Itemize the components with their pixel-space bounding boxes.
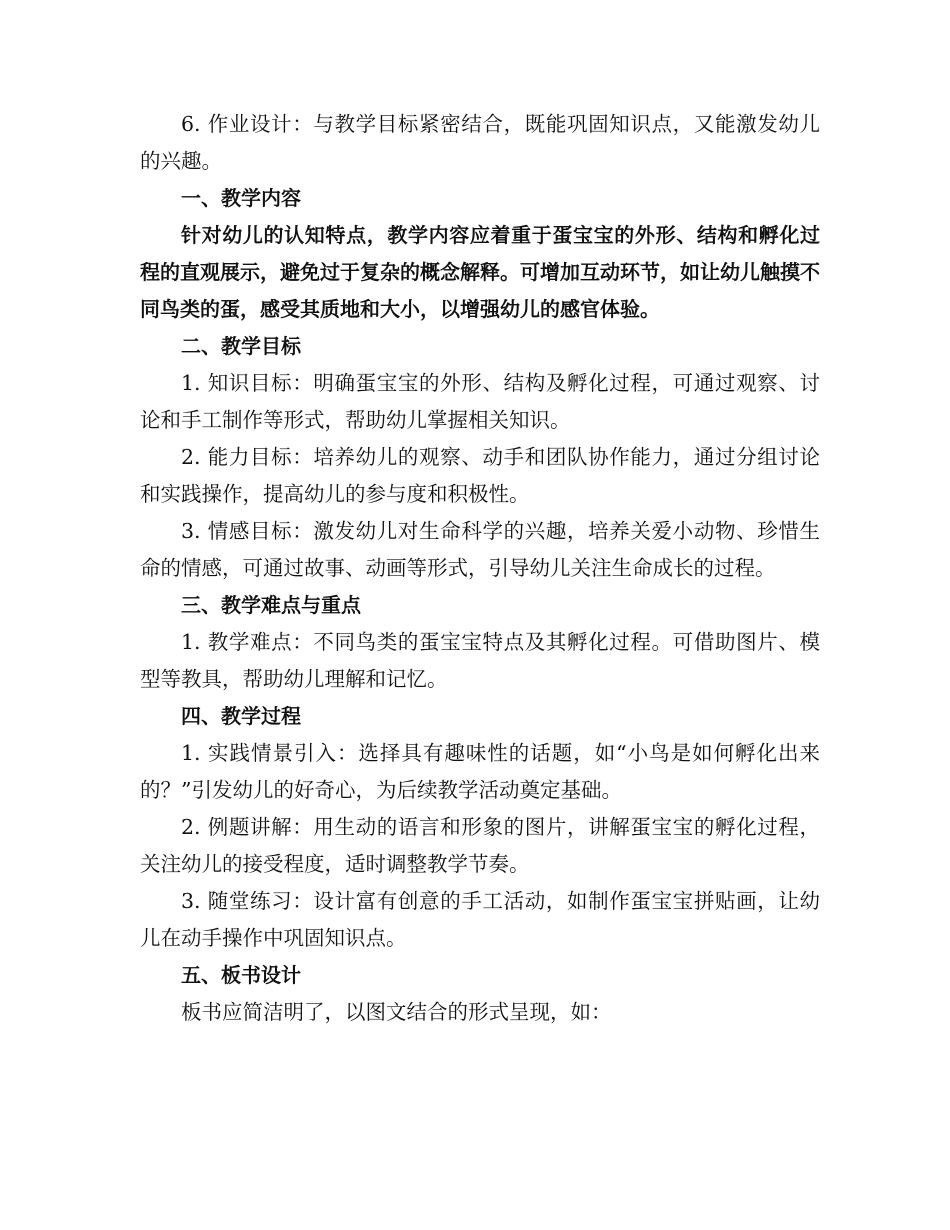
paragraph-ability-goal: 2. 能力目标：培养幼儿的观察、动手和团队协作能力，通过分组讨论和实践操作，提高幼儿的参与度和积极性。 [140,445,820,506]
paragraph-scenario-intro: 1. 实践情景引入：选择具有趣味性的话题，如“小鸟是如何孵化出来的？”引发幼儿的好奇心，为后续教学活动奠定基础。 [140,741,820,802]
heading-teaching-goals: 二、教学目标 [181,334,301,358]
document-body [140,106,820,1031]
paragraph-class-practice: 3. 随堂练习：设计富有创意的手工活动，如制作蛋宝宝拼贴画，让幼儿在动手操作中巩固知识点。 [140,889,820,950]
paragraph-board-design: 板书应简洁明了，以图文结合的形式呈现，如： [181,1000,612,1024]
paragraph-example-explanation: 2. 例题讲解：用生动的语言和形象的图片，讲解蛋宝宝的孵化过程，关注幼儿的接受程度，适时调整教学节奏。 [140,815,820,876]
paragraph-teaching-content: 针对幼儿的认知特点，教学内容应着重于蛋宝宝的外形、结构和孵化过程的直观展示，避免过于复杂的概念解释。可增加互动环节，如让幼儿触摸不同鸟类的蛋，感受其质地和大小，以增强幼儿的感官体验。 [140,223,820,321]
paragraph-emotion-goal: 3. 情感目标：激发幼儿对生命科学的兴趣，培养关爱小动物、珍惜生命的情感，可通过故事、动画等形式，引导幼儿关注生命成长的过程。 [140,519,820,580]
paragraph-knowledge-goal: 1. 知识目标：明确蛋宝宝的外形、结构及孵化过程，可通过观察、讨论和手工制作等形式，帮助幼儿掌握相关知识。 [140,371,820,432]
heading-teaching-process: 四、教学过程 [181,704,301,728]
heading-teaching-content: 一、教学内容 [181,186,301,210]
paragraph-teaching-difficulty: 1. 教学难点：不同鸟类的蛋宝宝特点及其孵化过程。可借助图片、模型等教具，帮助幼儿理解和记忆。 [140,630,820,691]
paragraph-homework-design: 6. 作业设计：与教学目标紧密结合，既能巩固知识点，又能激发幼儿的兴趣。 [140,112,820,173]
heading-difficulty-focus: 三、教学难点与重点 [181,593,361,617]
heading-board-design: 五、板书设计 [181,963,301,987]
